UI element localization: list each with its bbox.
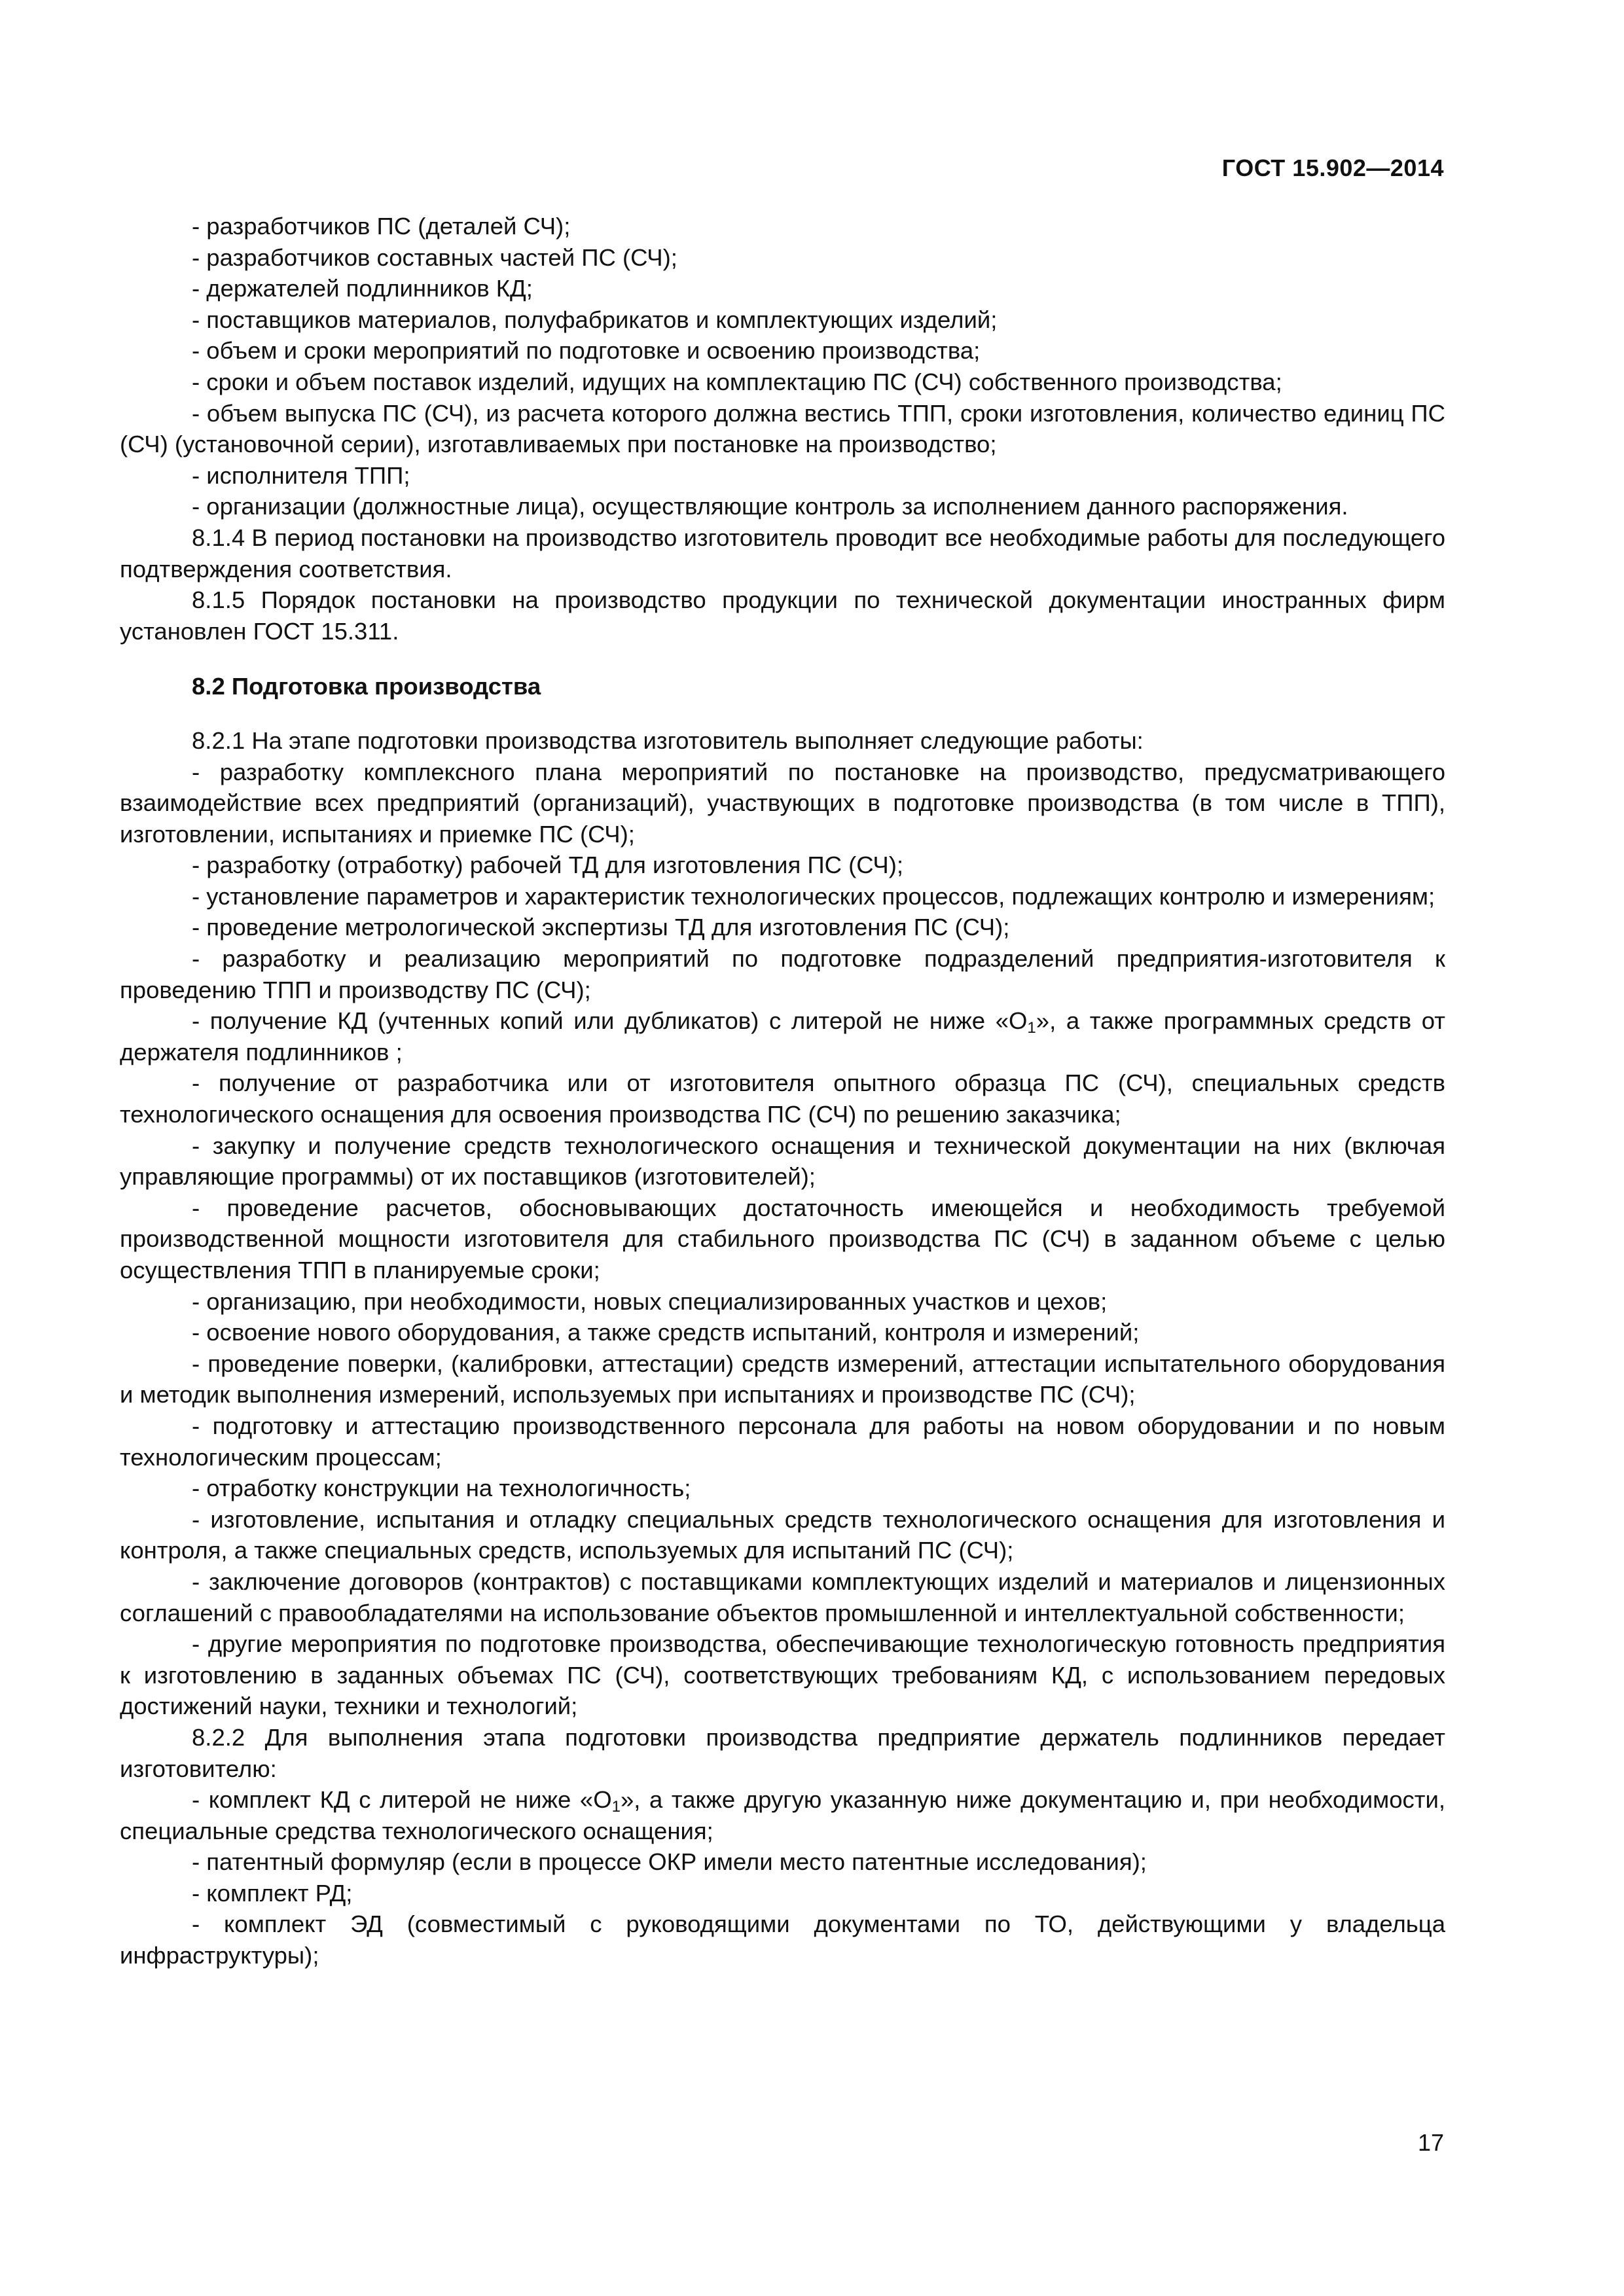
list-item: - исполнителя ТПП; (192, 461, 410, 489)
list-item: - объем и сроки мероприятий по подготовке и освоению производства; (192, 337, 981, 365)
subscript: 1 (611, 1798, 621, 1816)
clause-8-2-1: 8.2.1 На этапе подготовки производства изготовитель выполняет следующие работы: (192, 726, 1144, 754)
list-item: - изготовление, испытания и отладку специальных средств технологического оснащения для изготовления и контроля, а также специальных средств, используемых для испытаний ПС (СЧ); (120, 1505, 1445, 1564)
page-number: 17 (1417, 2129, 1444, 2156)
list-item: - установление параметров и характеристик технологических процессов, подлежащих контролю и измерениям; (192, 882, 1435, 910)
list-item: - проведение расчетов, обосновывающих достаточность имеющейся и необходимость требуемой производственной мощности изготовителя для стабильного производства ПС (СЧ) в заданном объеме с целью осуществления ТПП в планируемые сроки; (120, 1194, 1445, 1283)
clause-8-1-4: 8.1.4 В период постановки на производство изготовитель проводит все необходимые работы для последующего подтверждения соответствия. (120, 524, 1445, 583)
list-item: - закупку и получение средств технологического оснащения и технической документации на них (включая управляющие программы) от их поставщиков (изготовителей); (120, 1132, 1445, 1191)
list-item: - разработчиков ПС (деталей СЧ); (192, 213, 571, 240)
list-item: - поставщиков материалов, полуфабрикатов и комплектующих изделий; (192, 306, 998, 333)
list-item (120, 1005, 1445, 1067)
list-item: - отработку конструкции на технологичность; (192, 1475, 691, 1502)
list-item: - сроки и объем поставок изделий, идущих на комплектацию ПС (СЧ) собственного производства; (192, 368, 1282, 395)
list-item: - другие мероприятия по подготовке производства, обеспечивающие технологическую готовность предприятия к изготовлению в заданных объемах ПС (СЧ), соответствующих требованиям КД, с использованием передовых достижений науки, техники и технологий; (120, 1630, 1445, 1720)
text-run: - получение КД (учтенных копий или дубликатов) с литерой не ниже «О (192, 1007, 1028, 1035)
list-item: - организацию, при необходимости, новых специализированных участков и цехов; (192, 1287, 1108, 1315)
list-item: - освоение нового оборудования, а также средств испытаний, контроля и измерений; (192, 1319, 1140, 1346)
section-heading: 8.2 Подготовка производства (192, 673, 541, 700)
text-run: », а также программных средств от держателя подлинников ; (120, 1007, 1445, 1066)
list-item: - комплект ЭД (совместимый с руководящими документами по ТО, действующими у владельца инфраструктуры); (120, 1910, 1445, 1969)
list-item: - разработку комплексного плана мероприятий по постановке на производство, предусматривающего взаимодействие всех предприятий (организаций), участвующих в подготовке производства (в том числе в ТПП), изготовлении, испытаниях и приемке ПС (СЧ); (120, 758, 1445, 848)
subscript: 1 (1027, 1019, 1036, 1037)
list-item: - получение от разработчика или от изготовителя опытного образца ПС (СЧ), специальных средств технологического оснащения для освоения производства ПС (СЧ) по решению заказчика; (120, 1069, 1445, 1128)
list-item: - заключение договоров (контрактов) с поставщиками комплектующих изделий и материалов и лицензионных соглашений с правообладателями на использование объектов промышленной и интеллектуальной собственности; (120, 1568, 1445, 1626)
list-item: - подготовку и аттестацию производственного персонала для работы на новом оборудовании и по новым технологическим процессам; (120, 1412, 1445, 1471)
list-item: - проведение поверки, (калибровки, аттестации) средств измерений, аттестации испытательного оборудования и методик выполнения измерений, используемых при испытаниях и производстве ПС (СЧ); (120, 1350, 1445, 1408)
list-item: - проведение метрологической экспертизы ТД для изготовления ПС (СЧ); (192, 914, 1010, 941)
page-body (120, 211, 1445, 1971)
list-item: - объем выпуска ПС (СЧ), из расчета которого должна вестись ТПП, сроки изготовления, количество единиц ПС (СЧ) (установочной серии), изготавливаемых при постановке на производство; (120, 399, 1445, 458)
list-item: - разработку и реализацию мероприятий по подготовке подразделений предприятия-изготовителя к проведению ТПП и производству ПС (СЧ); (120, 945, 1445, 1003)
list-item: - патентный формуляр (если в процессе ОКР имели место патентные исследования); (192, 1848, 1147, 1876)
text-run: », а также другую указанную ниже документацию и, при необходимости, специальные средства технологического оснащения; (120, 1786, 1445, 1844)
list-item: - разработку (отработку) рабочей ТД для изготовления ПС (СЧ); (192, 852, 904, 879)
clause-8-1-5: 8.1.5 Порядок постановки на производство продукции по технической документации иностранных фирм установлен ГОСТ 15.311. (120, 586, 1445, 645)
list-item: - комплект РД; (192, 1879, 353, 1907)
clause-8-2-2: 8.2.2 Для выполнения этапа подготовки производства предприятие держатель подлинников передает изготовителю: (120, 1723, 1445, 1782)
list-item (120, 1784, 1445, 1846)
list-item: - разработчиков составных частей ПС (СЧ); (192, 243, 677, 271)
document-header: ГОСТ 15.902—2014 (1221, 154, 1444, 181)
text-run: - комплект КД с литерой не ниже «О (192, 1786, 612, 1814)
list-item: - организации (должностные лица), осуществляющие контроль за исполнением данного распоряжения. (192, 493, 1348, 520)
list-item: - держателей подлинников КД; (192, 275, 533, 302)
